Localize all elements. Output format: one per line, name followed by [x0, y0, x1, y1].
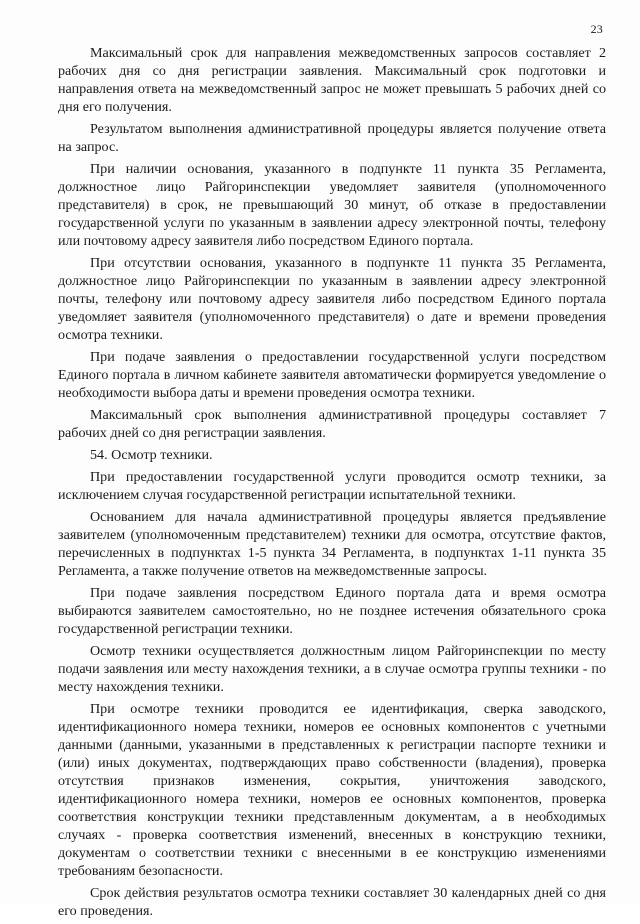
- page-number: 23: [590, 22, 603, 36]
- paragraph: При осмотре техники проводится ее идентификация, сверка заводского, идентификационного номера техники, номеров ее основных компонентов с учетными данными (данными, указанными в представленных к регистрации паспорте техники и (или) иных документах, подтверждающих право собственности (владения), проверка отсутствия признаков изменения, сокрытия, уничтожения заводского, идентификационного номера техники, номеров ее основных компонентов, проверка соответствия конструкции техники представленным документам, а в необходимых случаях - проверка соответствия изменений, внесенных в конструкцию техники, документам о соответствии техники с внесенными в ее конструкцию изменениями требованиям безопасности.: [58, 701, 606, 879]
- section-heading: 54. Осмотр техники.: [90, 447, 213, 463]
- paragraph: Основанием для начала административной процедуры является предъявление заявителем (уполномоченным представителем) техники для осмотра, отсутствие фактов, перечисленных в подпунктах 1-5 пункта 34 Регламента, в подпунктах 1-11 пункта 35 Регламента, а также получение ответов на межведомственные запросы.: [58, 509, 606, 579]
- paragraph: Максимальный срок выполнения административной процедуры составляет 7 рабочих дней со дня регистрации заявления.: [58, 407, 606, 441]
- paragraph: Осмотр техники осуществляется должностным лицом Райгоринспекции по месту подачи заявления или месту нахождения техники, а в случае осмотра группы техники - по месту нахождения техники.: [58, 643, 606, 695]
- paragraph: Срок действия результатов осмотра техники составляет 30 календарных дней со дня его проведения.: [58, 885, 606, 919]
- paragraph: Максимальный срок для направления межведомственных запросов составляет 2 рабочих дня со дня регистрации заявления. Максимальный срок подготовки и направления ответа на межведомственный запрос не может превышать 5 рабочих дней со дня его получения.: [58, 45, 606, 115]
- paragraph: При наличии основания, указанного в подпункте 11 пункта 35 Регламента, должностное лицо Райгоринспекции уведомляет заявителя (уполномоченного представителя) в срок, не превышающий 30 минут, об отказе в предоставлении государственной услуги по указанным в заявлении адресу электронной почты, телефону или почтовому адресу заявителя либо посредством Единого портала.: [58, 161, 606, 249]
- paragraph: Результатом выполнения административной процедуры является получение ответа на запрос.: [58, 121, 606, 155]
- document-body: [58, 44, 606, 924]
- paragraph: При предоставлении государственной услуги проводится осмотр техники, за исключением случая государственной регистрации испытательной техники.: [58, 469, 606, 503]
- paragraph: При подаче заявления посредством Единого портала дата и время осмотра выбираются заявителем самостоятельно, но не позднее истечения обязательного срока государственной регистрации техники.: [58, 585, 606, 637]
- paragraph: При отсутствии основания, указанного в подпункте 11 пункта 35 Регламента, должностное лицо Райгоринспекции по указанным в заявлении адресу электронной почты, телефону или почтовому адресу заявителя либо посредством Единого портала уведомляет заявителя (уполномоченного представителя) о дате и времени проведения осмотра техники.: [58, 255, 606, 343]
- paragraph: При подаче заявления о предоставлении государственной услуги посредством Единого портала в личном кабинете заявителя автоматически формируется уведомление о необходимости выбора даты и времени проведения осмотра техники.: [58, 349, 606, 401]
